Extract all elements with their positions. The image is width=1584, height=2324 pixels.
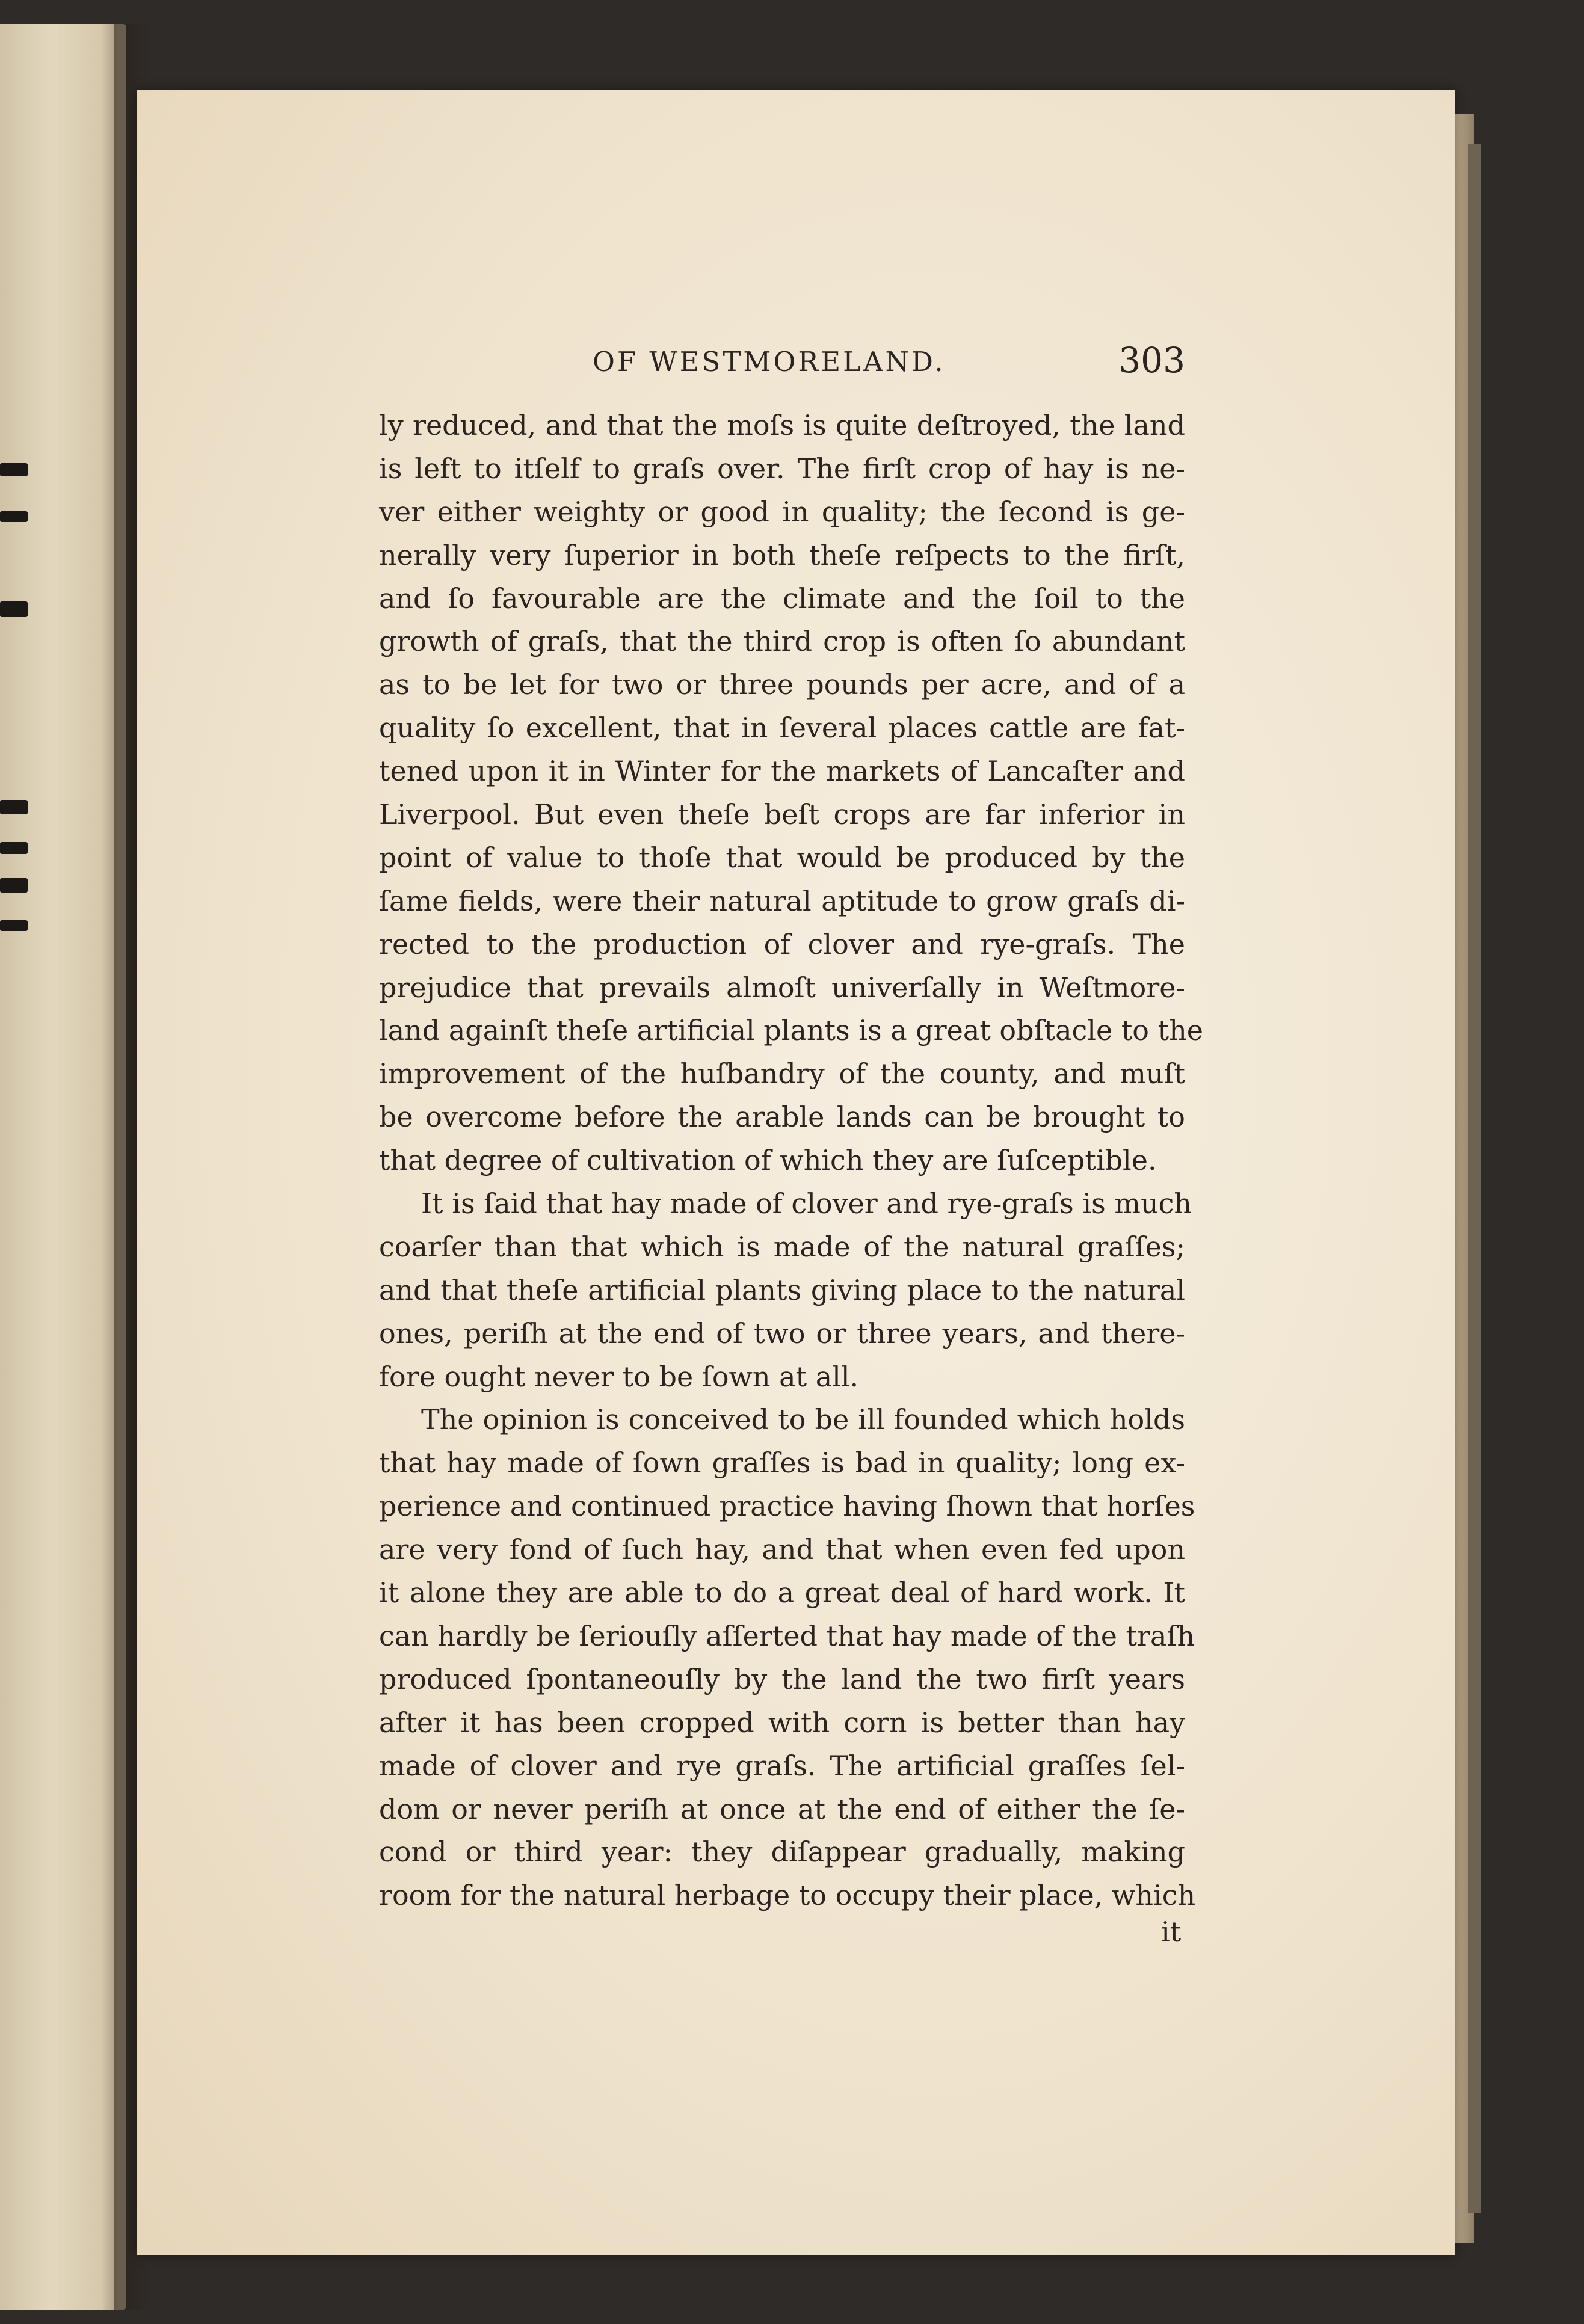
catchword: it (1161, 1916, 1182, 1948)
text-line: that hay made of ſown graſſes is bad in quality; long ex- (379, 1446, 1185, 1480)
page-fore-edge-shadow (1468, 144, 1481, 2213)
text-line: ly reduced, and that the moſs is quite deſtroyed, the land (379, 409, 1185, 441)
paragraph-start-line: It is ſaid that hay made of clover and rye-graſs is much (421, 1187, 1192, 1220)
text-line: is left to itſelf to graſs over. The firſt crop of hay is ne- (379, 452, 1185, 485)
text-line: improvement of the huſbandry of the county, and muſt (379, 1057, 1185, 1090)
page-header (463, 340, 1197, 391)
text-line: cond or third year: they diſappear gradually, making (379, 1836, 1185, 1869)
text-line: are very fond of ſuch hay, and that when even fed upon (379, 1533, 1185, 1566)
text-line: tened upon it in Winter for the markets of Lancaſter and (379, 755, 1185, 788)
text-line: prejudice that prevails almoſt univerſally in Weſtmore- (379, 971, 1185, 1004)
spine-mark (0, 463, 28, 476)
text-line: made of clover and rye graſs. The artificial graſſes ſel- (379, 1749, 1185, 1782)
body-text (379, 404, 1203, 1917)
text-line: and ſo favourable are the climate and the ſoil to the (379, 582, 1185, 615)
spine-mark (0, 511, 28, 522)
text-line: after it has been cropped with corn is better than hay (379, 1706, 1185, 1739)
text-line: ones, periſh at the end of two or three years, and there- (379, 1317, 1185, 1350)
text-line: ver either weighty or good in quality; the ſecond is ge- (379, 495, 1185, 528)
text-line: Liverpool. But even theſe beſt crops are far inferior in (379, 798, 1185, 831)
text-line: be overcome before the arable lands can be brought to (379, 1101, 1185, 1134)
text-line: room for the natural herbage to occupy their place, which (379, 1879, 1196, 1912)
text-line: rected to the production of clover and rye-graſs. The (379, 927, 1185, 961)
text-line: dom or never periſh at once at the end of either the ſe- (379, 1792, 1185, 1825)
text-line: land againſt theſe artificial plants is a great obſtacle to the (379, 1014, 1203, 1047)
text-line: fore ought never to be ſown at all. (379, 1360, 859, 1393)
text-line: growth of graſs, that the third crop is often ſo abundant (379, 625, 1185, 658)
text-line: as to be let for two or three pounds per acre, and of a (379, 668, 1185, 701)
paragraph-start-line: The opinion is conceived to be ill founded which holds (421, 1403, 1185, 1436)
text-line: point of value to thoſe that would be produced by the (379, 841, 1185, 874)
text-line: nerally very ſuperior in both theſe reſpects to the firſt, (379, 538, 1185, 571)
text-line: and that theſe artificial plants giving place to the natural (379, 1273, 1185, 1306)
text-line: coarſer than that which is made of the natural graſſes; (379, 1230, 1185, 1263)
page-number: 303 (1118, 340, 1185, 381)
text-line: quality ſo excellent, that in ſeveral places cattle are fat- (379, 712, 1185, 745)
spine-mark (0, 800, 28, 814)
text-line: produced ſpontaneouſly by the land the two firſt years (379, 1662, 1185, 1695)
running-title: OF WESTMORELAND. (593, 346, 946, 378)
spine-mark (0, 920, 28, 931)
text-line: it alone they are able to do a great deal of hard work. It (379, 1576, 1185, 1609)
text-line: perience and continued practice having ſhown that horſes (379, 1490, 1195, 1523)
text-line: that degree of cultivation of which they are ſuſceptible. (379, 1144, 1157, 1177)
spine-mark (0, 601, 28, 617)
left-page-edge (0, 24, 126, 2310)
spine-mark (0, 842, 28, 854)
spine-mark (0, 878, 28, 893)
text-line: ſame fields, were their natural aptitude to grow graſs di- (379, 884, 1185, 917)
text-line: can hardly be ſeriouſly aſſerted that hay made of the traſh (379, 1619, 1195, 1652)
